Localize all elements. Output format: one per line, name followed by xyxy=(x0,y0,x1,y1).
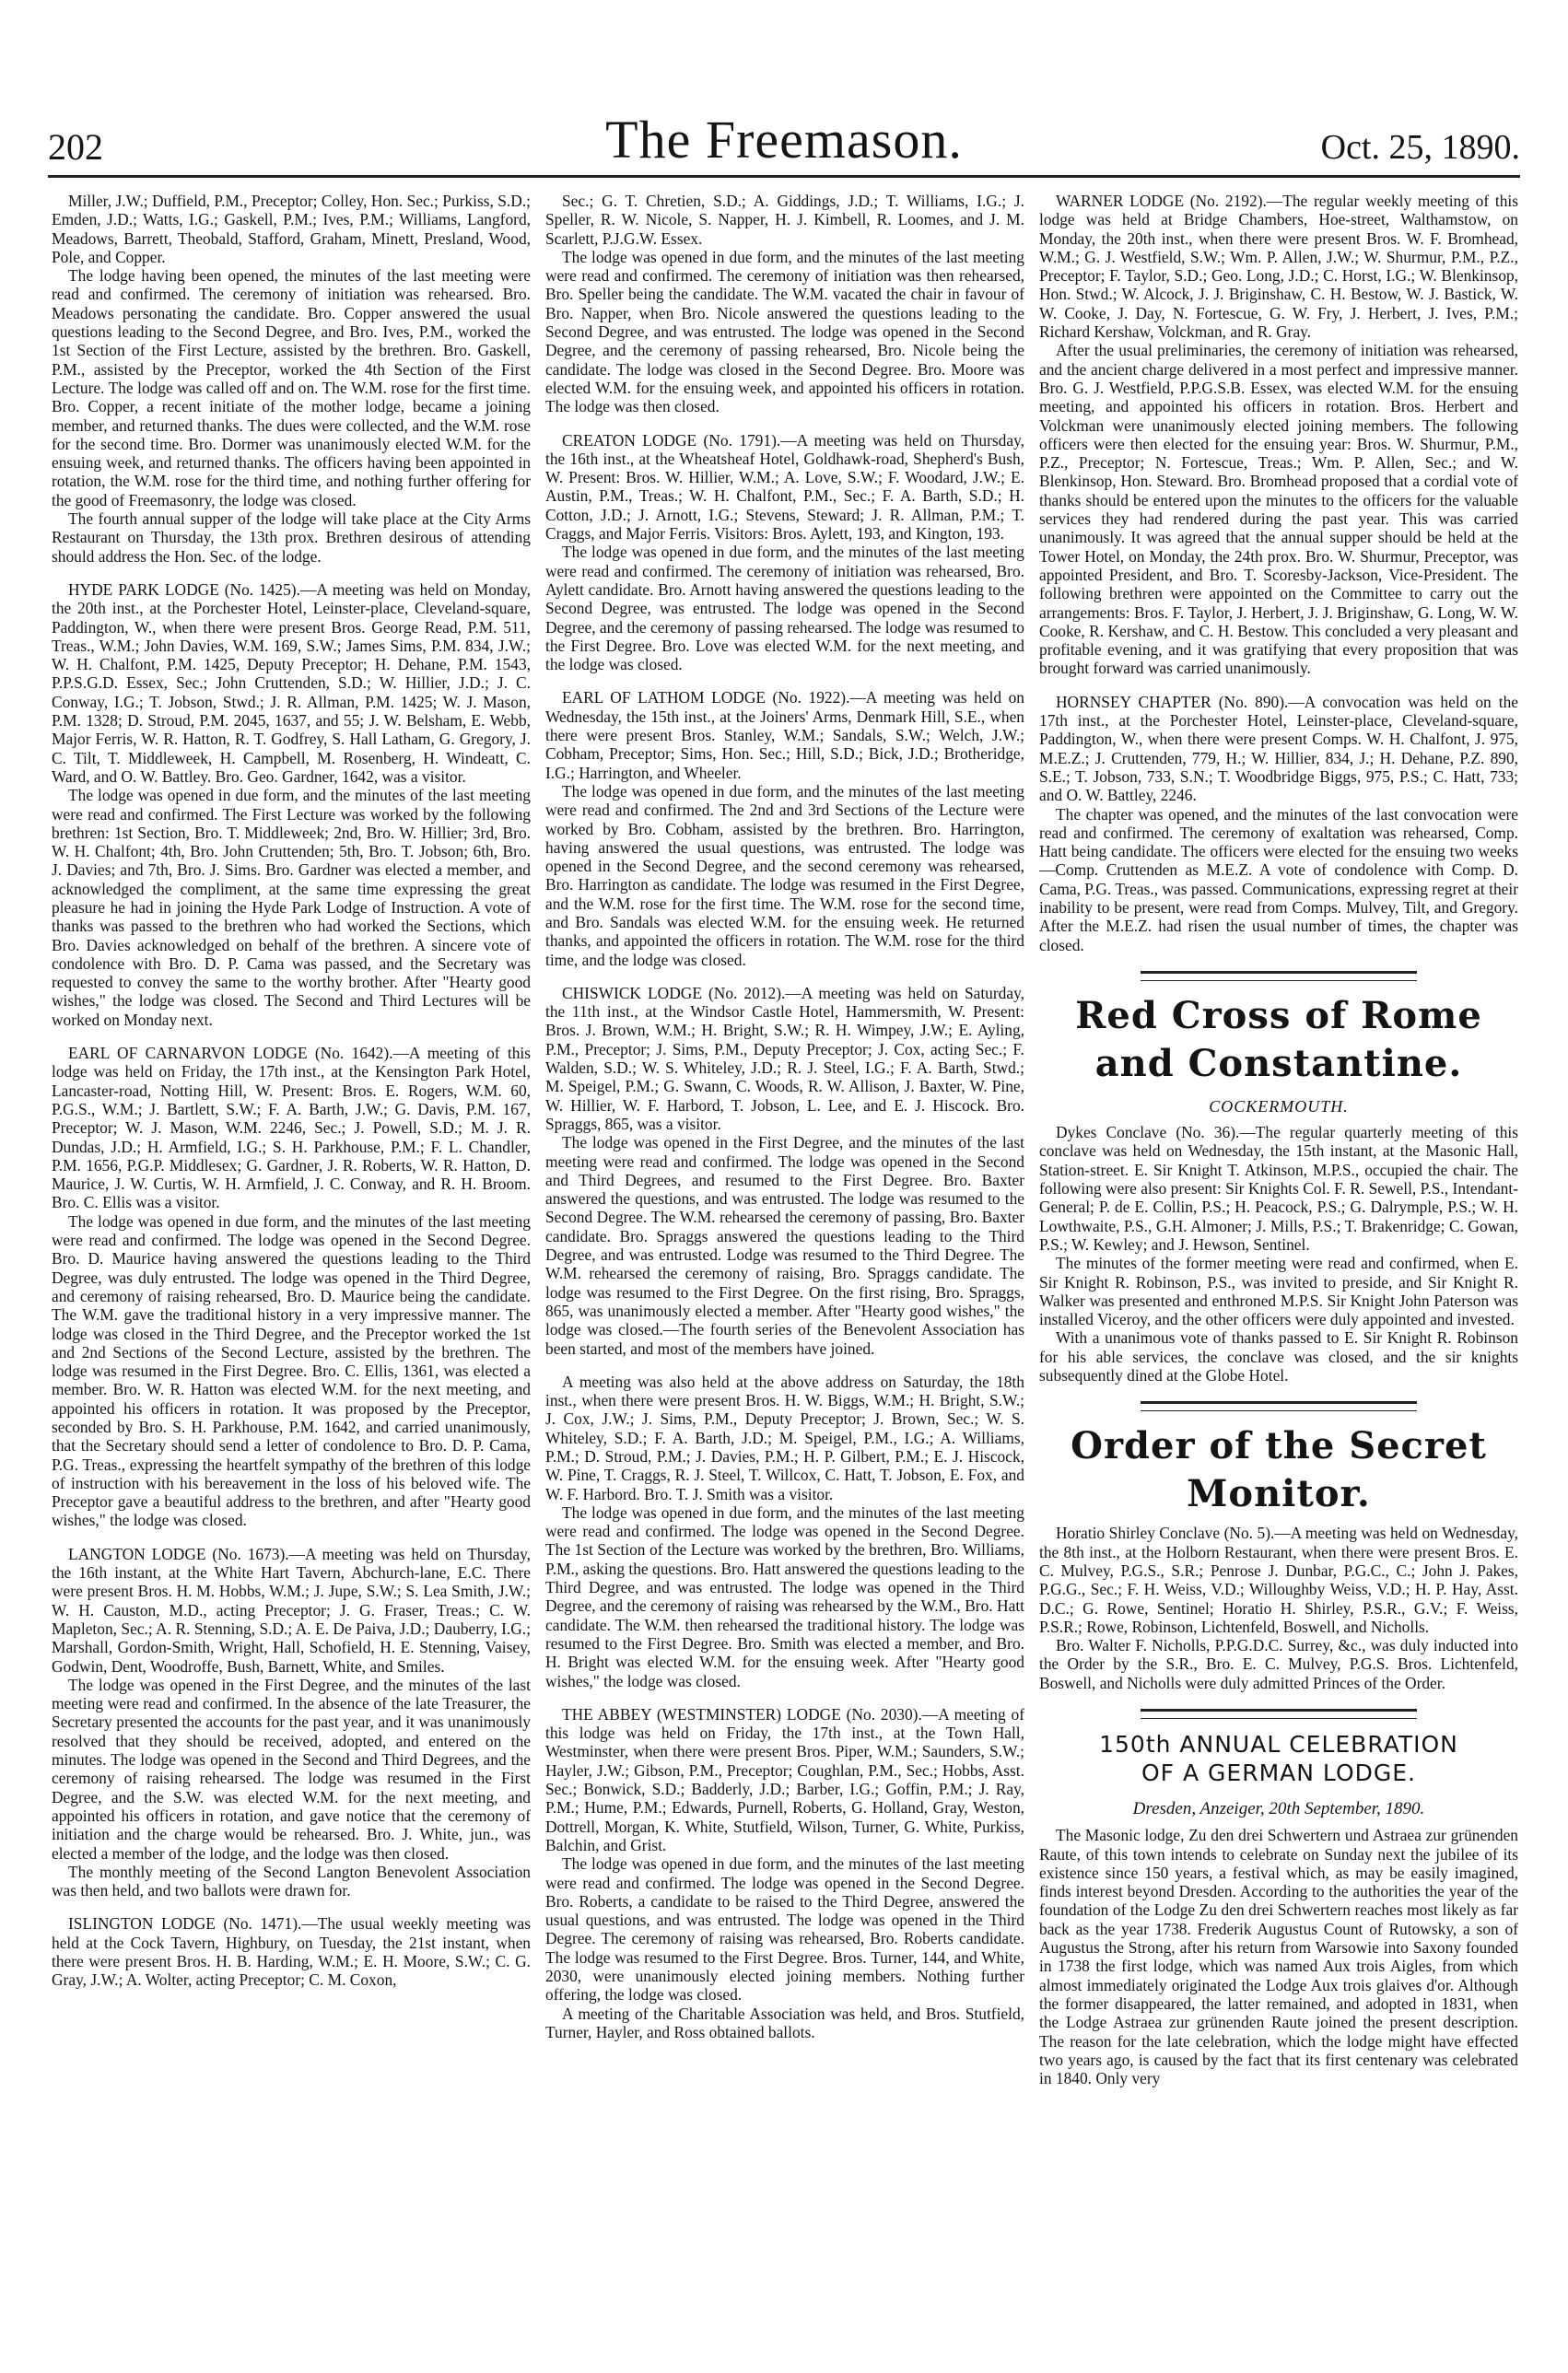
paragraph: Sec.; G. T. Chretien, S.D.; A. Giddings, J.D.; T. Williams, I.G.; J. Speller, R. W. Nicole, S. Napper, H. J. Kimbell, R. Loomes, and J. M. Scarlett, P.J.G.W. Essex. xyxy=(545,192,1024,248)
section-heading-secret-monitor: Order of the Secret Monitor. xyxy=(1071,1424,1487,1516)
paragraph: The lodge was opened in the First Degree, and the minutes of the last meeting were read and confirmed. In the absence of the late Treasurer, the Secretary presented the accounts for the past year, and it was unanimously resolved that they should be received, adopted, and entered on the minutes. The lodge was opened in the Second and Third Degrees, and the ceremony of raising rehearsed. The lodge was resumed in the First Degree, and the S.W. was elected W.M. for the next meeting, and appointed his officers in rotation, and gave notice that the ceremony of initiation and the charge would be rehearsed. Bro. J. White, jun., was elected a member of the lodge, and the lodge was then closed. xyxy=(52,1675,531,1863)
section-rule xyxy=(1141,1709,1417,1719)
paragraph: The Masonic lodge, Zu den drei Schwertern und Astraea zur grünenden Raute, of this town intends to celebrate on Sunday next the jubilee of its existence since 150 years, a festival which, as may be easily imagined, finds interest beyond Dresden. According to the authorities the year of the foundation of the Lodge Zu den drei Schwertern reaches most likely as far back as the year 1738. Frederik Augustus Count of Rutowsky, a son of Augustus the Strong, after his return from Warsowie into Saxony founded in 1738 the first lodge, which was named Aux trois Aigles, from which almost immediately originated the Lodge Aux trois glaives d'or. Although the former disappeared, the latter remained, and adopted in 1831, when the Lodge Astraea zur grünenden Raute joined the present description. The reason for the late celebration, which the lodge might have effected two years ago, is caused by the fact that its first centenary was celebrated in 1840. Only very xyxy=(1039,1826,1518,2088)
lodge-report: WARNER LODGE (No. 2192).—The regular weekly meeting of this lodge was held at Bridge Chambers, Hoe-street, Walthamstow, on Monday, the 20th inst., when there were present Bros. W. F. Bromhead, W.M.; G. J. Westfield, S.W.; Wm. P. Allen, J.W.; W. Shurmur, P.M., P.Z., Preceptor; F. Taylor, S.D.; Geo. Long, J.D.; C. Horst, I.G.; W. Blenkinsop, Hon. Stwd.; W. Alcock, J. J. Briginshaw, C. H. Bestow, W. J. Bastick, W. W. Cooke, J. Day, N. Fortescue, G. W. Fry, J. Herbert, J. Ives, P.M.; Richard Kershaw, Volckman, and R. Gray. xyxy=(1039,192,1518,342)
section-heading-red-cross: Red Cross of Rome and Constantine. xyxy=(1075,993,1482,1085)
issue-date: Oct. 25, 1890. xyxy=(1320,128,1520,167)
paragraph: The monthly meeting of the Second Langton Benevolent Association was then held, and two ballots were drawn for. xyxy=(52,1862,531,1900)
paragraph: A meeting of the Charitable Association was held, and Bros. Stutfield, Turner, Hayler, and Ross obtained ballots. xyxy=(545,2004,1024,2041)
paragraph: The minutes of the former meeting were read and confirmed, when E. Sir Knight R. Robinson, P.S., was invited to preside, and Sir Knight R. Walker was presented and enthroned M.P.S. Sir Knight John Paterson was installed Viceroy, and the other officers were duly appointed and invested. xyxy=(1039,1254,1518,1329)
lodge-report: THE ABBEY (WESTMINSTER) LODGE (No. 2030).—A meeting of this lodge was held on Friday, the 17th inst., at the Town Hall, Westminster, when there were present Bros. Piper, W.M.; Saunders, S.W.; Hayler, J.W.; Gibson, P.M., Preceptor; Coughlan, P.M., Sec.; Hobbs, Asst. Sec.; Bonwick, S.D.; Badderly, J.D.; Barber, I.G.; Goffin, P.M.; J. Ray, P.M.; Hume, P.M.; Edwards, Purnell, Roberts, G. Holland, Gray, Weston, Dottrell, Morgan, K. White, Stutfield, Wilson, Turner, G. White, Purkiss, Balchin, and Grist. xyxy=(545,1704,1024,1854)
paragraph: The fourth annual supper of the lodge will take place at the City Arms Restaurant on Thursday, the 13th prox. Brethren desirous of attending should address the Hon. Sec. of the lodge. xyxy=(52,509,531,566)
paragraph: With a unanimous vote of thanks passed to E. Sir Knight R. Robinson for his able services, the conclave was closed, and the sir knights subsequently dined at the Globe Hotel. xyxy=(1039,1328,1518,1385)
lodge-report: CREATON LODGE (No. 1791).—A meeting was held on Thursday, the 16th inst., at the Wheatsheaf Hotel, Goldhawk-road, Shepherd's Bush, W. Present: Bros. W. Hillier, W.M.; A. Love, S.W.; F. Woodard, J.W.; E. Austin, P.M., Treas.; W. H. Chalfont, P.M., Sec.; F. A. Barth, S.D.; H. Cotton, J.D.; J. Arnott, I.G.; Stevens, Steward; J. R. Allman, P.M.; T. Craggs, and Major Ferris. Visitors: Bros. Aylett, 193, and Kington, 193. xyxy=(545,430,1024,544)
article-heading-line-2: OF A GERMAN LODGE. xyxy=(1141,1759,1416,1786)
conclave-report: Horatio Shirley Conclave (No. 5).—A meeting was held on Wednesday, the 8th inst., at the Holborn Restaurant, when there were present Bros. E. C. Mulvey, P.G.S., S.R.; Penrose J. Dunbar, P.G.C., C.; John J. Pakes, P.G.G., Sec.; F. H. Weiss, V.D.; Willoughby Weiss, V.D.; H. P. Hay, Asst. D.C.; G. Rowe, Sentinel; Horatio H. Shirley, P.S.R., G.V.; F. Weiss, P.S.R.; Rowe, Robinson, Lichtenfeld, Boswell, and Nicholls. xyxy=(1039,1524,1518,1636)
paragraph: The lodge was opened in due form, and the minutes of the last meeting were read and confirmed. The First Lecture was worked by the following brethren: 1st Section, Bro. T. Middleweek; 2nd, Bro. W. Hillier; 3rd, Bro. W. H. Chalfont; 4th, Bro. John Cruttenden; 5th, Bro. T. Jobson; 6th, Bro. J. Davies; and 7th, Bro. J. Sims. Bro. Gardner was elected a member, and acknowledged the compliment, at the same time expressing the great pleasure he had in joining the Hyde Park Lodge of Instruction. A vote of thanks was passed to the brethren who had worked the Sections, which Bro. Davies acknowledged on behalf of the brethren. A sincere vote of condolence with Bro. D. P. Cama was passed, and the Secretary was requested to convey the same to the worthy brother. After "Hearty good wishes," the lodge was closed. The Second and Third Lectures will be worked on Monday next. xyxy=(52,786,531,1029)
lodge-report: HYDE PARK LODGE (No. 1425).—A meeting was held on Monday, the 20th inst., at the Porchester Hotel, Leinster-place, Cleveland-square, Paddington, W., when there were present Bros. George Read, P.M. 511, Treas., W.M.; John Davies, W.M. 169, S.W.; James Sims, P.M. 834, J.W.; W. H. Chalfont, P.M. 1425, Deputy Preceptor; H. Dehane, P.M. 1543, P.P.S.G.D. Essex, Sec.; John Cruttenden, S.D.; W. Hillier, J.D.; J. C. Conway, I.G.; T. Jobson, Stwd.; J. R. Allman, P.M. 1425; W. J. Mason, P.M. 1328; D. Stroud, P.M. 2045, 1637, and 55; J. W. Belsham, E. Webb, Major Ferris, W. R. Hatton, R. T. Godfrey, S. Hall Latham, G. Gregory, J. C. Tilt, T. Middleweek, H. Campbell, M. Rosenberg, H. Windeatt, C. Ward, and O. W. Battley. Bro. Geo. Gardner, 1642, was a visitor. xyxy=(52,579,531,786)
lodge-report: LANGTON LODGE (No. 1673).—A meeting was held on Thursday, the 16th instant, at the White Hart Tavern, Abchurch-lane, E.C. There were present Bros. H. M. Hobbs, W.M.; J. Jupe, S.W.; S. Lea Smith, J.W.; W. H. Causton, M.D., acting Preceptor; J. G. Fraser, Treas.; C. W. Mapleton, Sec.; A. R. Stenning, S.D.; A. E. De Paiva, J.D.; Dauberry, I.G.; Marshall, Gordon-Smith, Wright, Hall, Schofield, H. E. Stenning, Vaisey, Godwin, Dent, Woodroffe, Bush, Barnett, White, and Smiles. xyxy=(52,1544,531,1676)
column-2 xyxy=(545,192,1024,2347)
section-rule xyxy=(1141,1401,1417,1411)
paragraph: The lodge was opened in due form, and the minutes of the last meeting were read and confirmed. The 2nd and 3rd Sections of the Lecture were worked by Bro. Cobham, assisted by the brethren. Bro. Harrington, having answered the usual questions, was entrusted. The lodge was opened in the Second Degree, and the second ceremony was rehearsed, Bro. Harrington as candidate. The lodge was resumed in the First Degree, and the W.M. rose for the first time. The W.M. rose for the second time, and Bro. Sandals was elected W.M. for the ensuing week. He returned thanks, and appointed the officers in rotation. The W.M. rose for the third time, and the lodge was closed. xyxy=(545,781,1024,969)
paragraph: The lodge having been opened, the minutes of the last meeting were read and confirmed. The ceremony of initiation was rehearsed. Bro. Meadows personating the candidate. Bro. Copper answered the usual questions leading to the Second Degree, and Bro. Ives, P.M., worked the 1st Section of the First Lecture, assisted by the brethren. Bro. Gaskell, P.M., assisted by the Preceptor, worked the 4th Section of the First Lecture. The lodge was called off and on. The W.M. rose for the first time. Bro. Copper, a recent initiate of the mother lodge, became a joining member, and returned thanks. The dues were collected, and the W.M. rose for the second time. Bro. Dormer was unanimously elected W.M. for the ensuing week, and returned thanks. The officers having been appointed in rotation, the W.M. rose for the third time, and nothing further offering for the good of Freemasonry, the lodge was closed. xyxy=(52,266,531,509)
section-rule xyxy=(1141,971,1417,981)
masthead xyxy=(48,109,1520,175)
column-1 xyxy=(52,192,531,2347)
column-3 xyxy=(1039,192,1518,2347)
paragraph: The chapter was opened, and the minutes of the last convocation were read and confirmed. The ceremony of exaltation was rehearsed, Comp. Hatt being candidate. The officers were elected for the ensuing two weeks—Comp. Cruttenden as M.E.Z. A vote of condolence with Comp. D. Cama, P.G. Treas., was passed. Communications, expressing regret at their inability to be present, were read from Comps. Mulvey, Tilt, and Gregory. After the M.E.Z. had risen the usual number of times, the chapter was closed. xyxy=(1039,804,1518,954)
paragraph: Bro. Walter F. Nicholls, P.P.G.D.C. Surrey, &c., was duly inducted into the Order by the S.R., Bro. E. C. Mulvey, P.G.S. Bros. Lichtenfeld, Boswell, and Nicholls were duly admitted Princes of the Order. xyxy=(1039,1636,1518,1692)
paragraph: The lodge was opened in the First Degree, and the minutes of the last meeting were read and confirmed. The lodge was opened in the Second and Third Degrees, and resumed to the First Degree. Bro. Baxter answered the questions, and was entrusted. The lodge was resumed to the Second Degree. The W.M. rehearsed the ceremony of passing, Bro. Baxter candidate. Bro. Spraggs answered the questions leading to the Third Degree, and was entrusted. Lodge was resumed to the Third Degree. The W.M. rehearsed the ceremony of raising, Bro. Spraggs candidate. The lodge was resumed to the First Degree. On the first rising, Bro. Spraggs, 865, was unanimously elected a member. After "Hearty good wishes," the lodge was closed.—The fourth series of the Benevolent Association has been started, and most of the members have joined. xyxy=(545,1133,1024,1358)
paragraph: Miller, J.W.; Duffield, P.M., Preceptor; Colley, Hon. Sec.; Purkiss, S.D.; Emden, J.D.; Watts, I.G.; Gaskell, P.M.; Ives, P.M.; Williams, Langford, Meadows, Barrett, Theobald, Stafford, Graham, Minett, Presland, Wood, Pole, and Copper. xyxy=(52,192,531,266)
chapter-report: HORNSEY CHAPTER (No. 890).—A convocation was held on the 17th inst., at the Porchester Hotel, Leinster-place, Cleveland-square, Paddington, W., when there were present Comps. W. H. Chalfont, J. 975, M.E.Z.; J. Cruttenden, 779, H.; W. Hillier, 834, J.; H. Dehane, P.Z. 890, S.E.; T. Jobson, 733, S.N.; T. Woodbridge Biggs, 975, P.S.; C. Hatt, 733; and O. W. Battley, 2246. xyxy=(1039,692,1518,805)
paragraph: The lodge was opened in due form, and the minutes of the last meeting were read and confirmed. The ceremony of initiation was rehearsed, Bro. Aylett candidate. Bro. Arnott having answered the questions leading to the Second Degree, was entrusted. The lodge was opened in the Second Degree, and the ceremony of passing rehearsed. The lodge was resumed to the First Degree. Bro. Love was elected W.M. for the next meeting, and the lodge was closed. xyxy=(545,543,1024,674)
paragraph: The lodge was opened in due form, and the minutes of the last meeting were read and confirmed. The lodge was opened in the Second Degree. The 1st Section of the Lecture was worked by the brethren, Bro. Williams, P.M., asking the questions. Bro. Hatt answered the questions leading to the Third Degree, and was entrusted. The lodge was opened in the Third Degree, and the ceremony of raising was rehearsed by the W.M., Bro. Hatt candidate. The W.M. then rehearsed the traditional history. The lodge was resumed to the First Degree. Bro. Smith was elected a member, and Bro. H. Bright was elected W.M. for the ensuing week. After "Hearty good wishes," the lodge was closed. xyxy=(545,1502,1024,1690)
lodge-report: EARL OF CARNARVON LODGE (No. 1642).—A meeting of this lodge was held on Friday, the 17th inst., at the Kensington Park Hotel, Lancaster-road, Notting Hill, W. Present: Bros. E. Rogers, W.M. 60, P.G.S., W.M.; J. Bartlett, S.W.; F. A. Barth, J.W.; G. Davis, P.M. 167, Preceptor; W. J. Mason, W.M. 2246, Sec.; J. Powell, S.D.; M. J. R. Dundas, J.D.; H. Armfield, I.G.; S. H. Parkhouse, P.M.; F. L. Chandler, P.M. 1656, P.G.P. Middlesex; G. Gardner, J. R. Roberts, W. R. Hatton, D. Maurice, J. W. Curtis, W. H. Armfield, J. C. Conway, and R. H. Broom. Bro. C. Ellis was a visitor. xyxy=(52,1044,531,1212)
lodge-report: ISLINGTON LODGE (No. 1471).—The usual weekly meeting was held at the Cock Tavern, Highbury, on Tuesday, the 21st instant, when there were present Bros. H. B. Harding, W.M.; E. H. Moore, S.W.; C. G. Gray, J.W.; A. Wolter, acting Preceptor; C. M. Coxon, xyxy=(52,1914,531,1990)
masthead-rule xyxy=(48,175,1520,178)
page-number: 202 xyxy=(48,126,103,168)
lodge-report: CHISWICK LODGE (No. 2012).—A meeting was held on Saturday, the 11th inst., at the Windsor Castle Hotel, Hammersmith, W. Present: Bros. J. Brown, W.M.; H. Bright, S.W.; R. H. Wimpey, J.W.; E. Ayling, P.M., Preceptor; J. Sims, P.M., Deputy Preceptor; J. Cox, acting Sec.; F. Walden, S.D.; W. S. Whiteley, J.D.; R. J. Steel, I.G.; F. A. Barth, Stwd.; M. Speigel, P.M.; G. Swann, C. Woods, R. W. Allison, J. Baxter, W. Pine, W. Hillier, W. F. Harbord, T. Jobson, L. Lee, and E. J. Hiscock. Bro. Spraggs, 865, was a visitor. xyxy=(545,983,1024,1133)
conclave-report: Dykes Conclave (No. 36).—The regular quarterly meeting of this conclave was held on Wednesday, the 15th instant, at the Masonic Hall, Station-street. E. Sir Knight T. Atkinson, M.P.S., occupied the chair. The following were also present: Sir Knights Col. F. R. Sewell, P.S., Intendant-General; P. de E. Collin, P.S.; H. Peacock, P.S.; G. Dalrymple, P.S.; W. H. Lowthwaite, P.S., G.H. Almoner; J. Mills, P.S.; T. Brakenridge; C. Gowan, P.S.; W. Kewley; and J. Hewson, Sentinel. xyxy=(1039,1123,1518,1254)
article-heading-line-1: 150th ANNUAL CELEBRATION xyxy=(1099,1731,1458,1758)
paragraph: A meeting was also held at the above address on Saturday, the 18th inst., when there were present Bros. H. W. Biggs, W.M.; H. Bright, S.W.; J. Cox, J.W.; J. Sims, P.M., Deputy Preceptor; J. Brown, Sec.; W. S. Whiteley, S.D.; F. A. Barth, J.D.; M. Speigel, P.M., I.G.; A. Williams, P.M.; D. Stroud, P.M.; J. Davies, P.M.; H. P. Gilbert, P.M.; E. J. Hiscock, W. Pine, T. Craggs, R. J. Steel, T. Willcox, C. Hatt, T. Jobson, E. Fox, and W. F. Harbord. Bro. T. J. Smith was a visitor. xyxy=(545,1372,1024,1503)
lodge-report: EARL OF LATHOM LODGE (No. 1922).—A meeting was held on Wednesday, the 15th inst., at the Joiners' Arms, Denmark Hill, S.E., when there were present Bros. Stanley, W.M.; Sandals, S.W.; Welch, J.W.; Cobham, Preceptor; Sims, Hon. Sec.; Hill, S.D.; Bick, J.D.; Brotheridge, I.G.; Harrington, and Wheeler. xyxy=(545,688,1024,782)
newspaper-title: The Freemason. xyxy=(605,110,963,170)
paragraph: The lodge was opened in due form, and the minutes of the last meeting were read and confirmed. The lodge was opened in the Second Degree. Bro. D. Maurice having answered the questions leading to the Third Degree, was duly entrusted. The lodge was opened in the Third Degree, and ceremony of raising rehearsed, Bro. D. Maurice being the candidate. The W.M. gave the traditional history in a very impressive manner. The lodge was closed in the Third Degree, and the Preceptor worked the 1st and 2nd Sections of the Second Lecture, assisted by the brethren. The lodge was resumed in the First Degree. Bro. C. Ellis, 1361, was elected a member. Bro. W. R. Hatton was elected W.M. for the next meeting, and appointed his officers in rotation. It was proposed by the Preceptor, seconded by Bro. S. H. Parkhouse, P.M. 1642, and carried unanimously, that the Secretary should send a letter of condolence to Bro. D. P. Cama, P.G. Treas., expressing the heartfelt sympathy of the brethren of this lodge of instruction with his bereavement in the loss of his beloved wife. The Preceptor gave a beautiful address to the brethren, and after "Hearty good wishes," the lodge was closed. xyxy=(52,1211,531,1530)
dateline-place: COCKERMOUTH. xyxy=(1209,1096,1349,1116)
paragraph: The lodge was opened in due form, and the minutes of the last meeting were read and confirmed. The ceremony of initiation was then rehearsed, Bro. Speller being the candidate. The W.M. vacated the chair in favour of Bro. Napper, when Bro. Nicole answered the questions leading to the Second Degree, and was entrusted. The lodge was opened in the Second Degree, and the ceremony of passing rehearsed, Bro. Nicole being the candidate. The lodge was closed in the Second Degree. Bro. Moore was elected W.M. for the ensuing week, and appointed his officers in rotation. The lodge was then closed. xyxy=(545,247,1024,416)
article-dateline: Dresden, Anzeiger, 20th September, 1890. xyxy=(1132,1799,1425,1818)
paragraph: After the usual preliminaries, the ceremony of initiation was rehearsed, and the ancient charge delivered in a most perfect and impressive manner. Bro. G. J. Westfield, P.P.G.S.B. Essex, was elected W.M. for the ensuing meeting, and appointed his officers in rotation. Bros. Herbert and Volckman were unanimously elected joining members. The following officers were then elected for the ensuing year: Bros. W. Shurmur, P.M., P.Z., Preceptor; N. Fortescue, Treas.; Wm. P. Allen, Sec.; and W. Blenkinsop, Hon. Steward. Bro. Bromhead proposed that a cordial vote of thanks should be entered upon the minutes to the officers for the valuable services they had rendered during the past year. This was carried unanimously. It was agreed that the annual supper should be held at the Tower Hotel, on Monday, the 24th prox. Bro. W. Shurmur, Preceptor, was appointed President, and Bro. T. Scoresby-Jackson, Vice-President. The following brethren were appointed on the Committee to carry out the arrangements: Bros. F. Taylor, J. Herbert, J. J. Briginshaw, G. Long, W. W. Cooke, R. Kershaw, and C. H. Bestow. This concluded a very pleasant and profitable evening, and it was gratifying that every proposition that was brought forward was carried unanimously. xyxy=(1039,341,1518,678)
paragraph: The lodge was opened in due form, and the minutes of the last meeting were read and confirmed. The lodge was opened in the Second Degree. Bro. Roberts, a candidate to be raised to the Third Degree, answered the usual questions, and was entrusted. The lodge was opened in the Third Degree. The ceremony of raising was rehearsed, Bro. Roberts candidate. The lodge was resumed to the First Degree. Bros. Turner, 144, and White, 2030, were unanimously elected joining members. Nothing further offering, the lodge was closed. xyxy=(545,1854,1024,2005)
